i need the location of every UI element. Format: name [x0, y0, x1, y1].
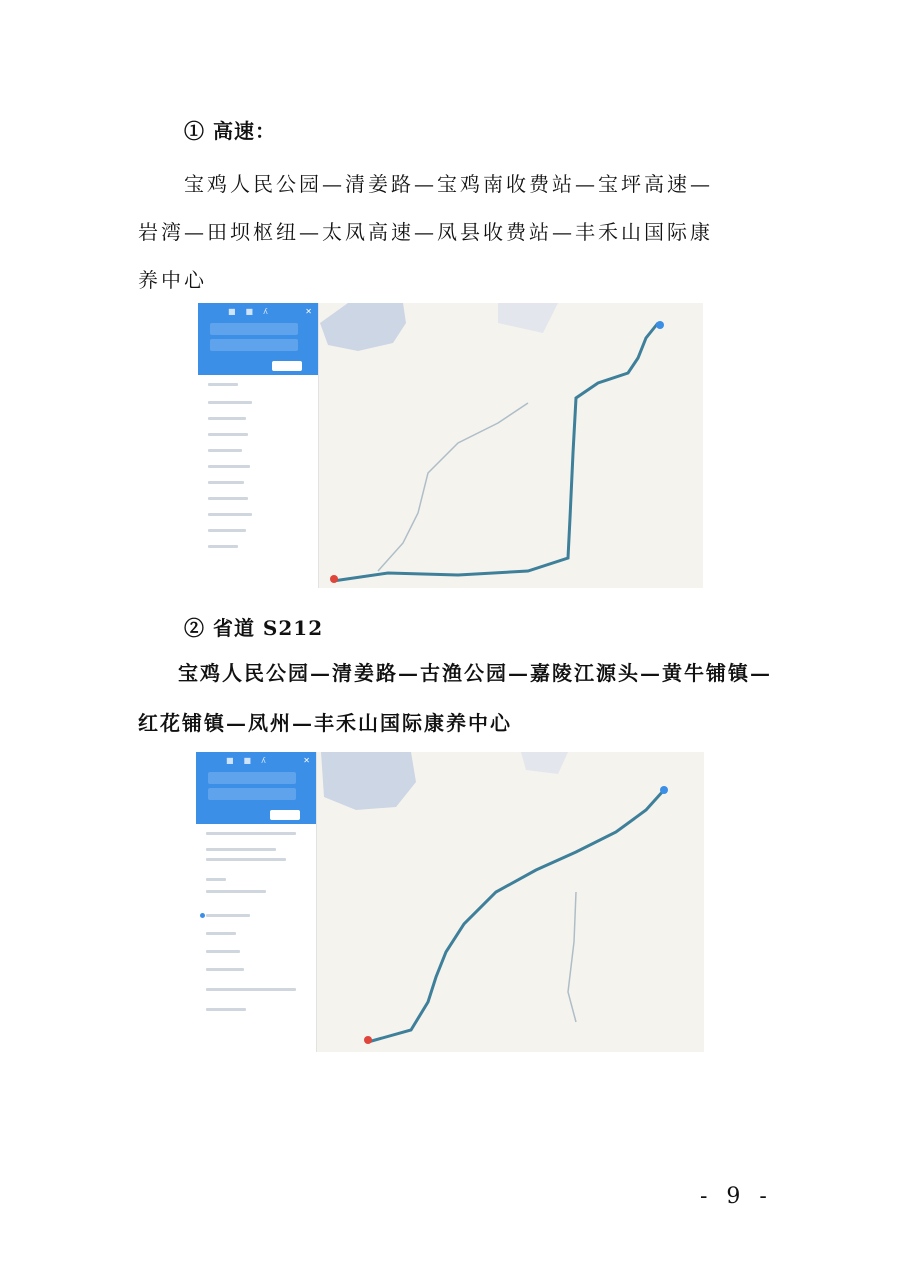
- highway-route: [333, 323, 658, 581]
- route-line: 岩湾—田坝枢纽—太凤高速—凤县收费站—丰禾山国际康: [138, 220, 713, 244]
- route-panel-header: [196, 752, 316, 824]
- section1-route: [138, 160, 778, 304]
- terrain-area: [498, 303, 558, 333]
- end-marker: [660, 786, 668, 794]
- secondary-road: [378, 403, 528, 571]
- section1-heading: ① 高速：: [184, 119, 276, 143]
- route-line: 养中心: [138, 268, 207, 292]
- transport-mode-icons[interactable]: ■■ʎ: [226, 756, 276, 765]
- route-map-highway: [198, 303, 703, 588]
- search-button[interactable]: [270, 810, 300, 820]
- city-area: [321, 752, 416, 810]
- origin-field[interactable]: [208, 772, 296, 784]
- search-button[interactable]: [272, 361, 302, 371]
- route-panel: [198, 303, 319, 588]
- end-marker: [656, 321, 664, 329]
- destination-field[interactable]: [210, 339, 298, 351]
- provincial-route: [368, 790, 664, 1042]
- terrain-area: [521, 752, 568, 774]
- step-icon: [200, 913, 205, 918]
- origin-field[interactable]: [210, 323, 298, 335]
- transport-mode-icons[interactable]: ■■ʎ: [228, 307, 278, 316]
- route-line: 宝鸡人民公园—清姜路—古渔公园—嘉陵江源头—黄牛铺镇—: [178, 661, 772, 685]
- page-number: - 9 -: [700, 1184, 773, 1209]
- start-marker: [330, 575, 338, 583]
- route-line: 宝鸡人民公园—清姜路—宝鸡南收费站—宝坪高速—: [184, 172, 713, 196]
- destination-field[interactable]: [208, 788, 296, 800]
- route-panel: [196, 752, 317, 1052]
- route-line: 红花铺镇—凤州—丰禾山国际康养中心: [138, 711, 512, 735]
- section2-heading: ② 省道 S212: [184, 616, 324, 640]
- start-marker: [364, 1036, 372, 1044]
- close-icon[interactable]: ✕: [303, 756, 310, 765]
- section2-route: [138, 648, 788, 748]
- route-panel-header: [198, 303, 318, 375]
- city-area: [320, 303, 406, 351]
- route-map-provincial: [196, 752, 704, 1052]
- close-icon[interactable]: ✕: [305, 307, 312, 316]
- secondary-road: [568, 892, 576, 1022]
